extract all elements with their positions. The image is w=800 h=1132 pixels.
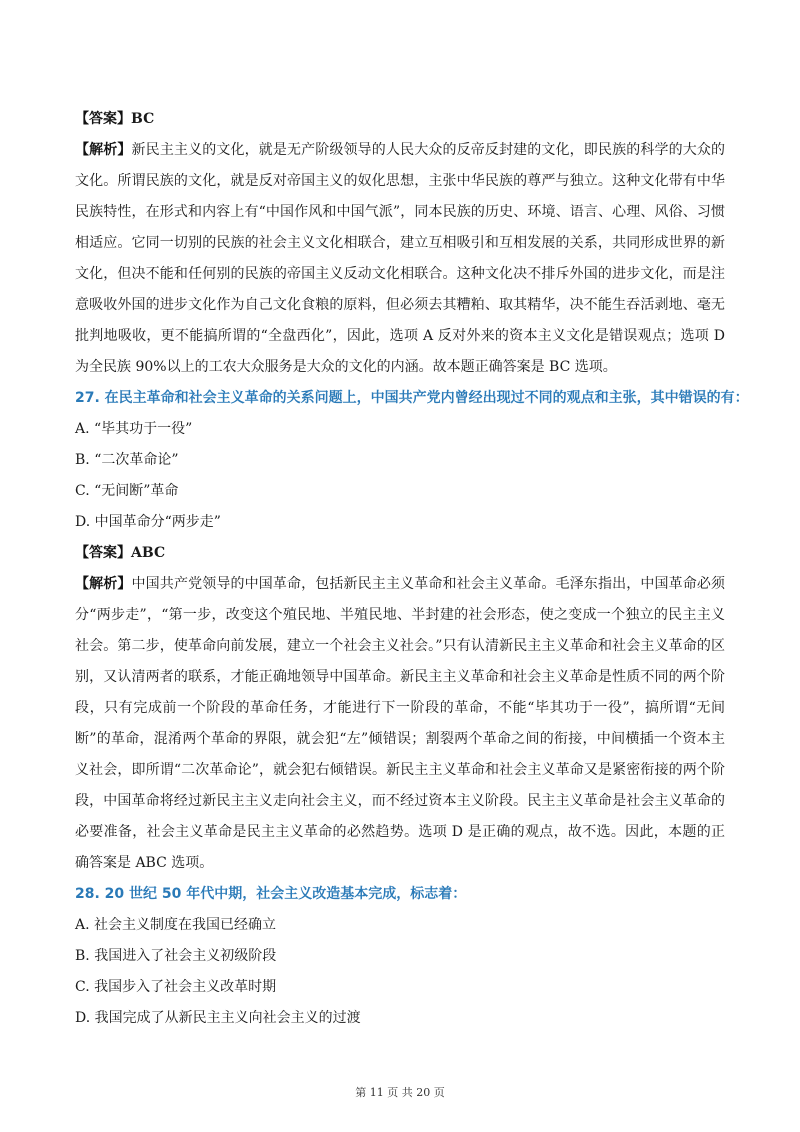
q27-analysis-tag: 【解析】 <box>75 576 132 592</box>
q28-option-d: D. 我国完成了从新民主主义向社会主义的过渡 <box>75 1010 361 1026</box>
q28-option-a: A. 社会主义制度在我国已经确立 <box>75 917 277 933</box>
question-27: 27. 在民主革命和社会主义革命的关系问题上，中国共产党内曾经出现过不同的观点和主张，其中错误的有： <box>75 390 749 406</box>
page-footer: 第 11 页 共 20 页 <box>355 1086 445 1099</box>
answer-line <box>75 104 725 135</box>
q27-answer-line <box>75 538 725 569</box>
q27-answer-value: ABC <box>131 545 166 561</box>
q27-analysis-paragraph <box>75 569 725 879</box>
analysis-tag: 【解析】 <box>75 142 132 158</box>
page-content <box>75 104 749 1034</box>
q27-option-c: C. “无间断”革命 <box>75 483 179 499</box>
analysis-text: 新民主主义的文化，就是无产阶级领导的人民大众的反帝反封建的文化，即民族的科学的大众的文化。所谓民族的文化，就是反对帝国主义的奴化思想，主张中华民族的尊严与独立。这种文化带有中华民族特性，在形式和内容上有“中国作风和中国气派”，同本民族的历史、环境、语言、心理、风俗、习惯相适应。它同一切别的民族的社会主义文化相联合，建立互相吸引和互相发展的关系，共同形成世界的新文化，但决不能和任何别的民族的帝国主义反动文化相联合。这种文化决不排斥外国的进步文化，而是注意吸收外国的进步文化作为自己文化食粮的原料，但必须去其糟粕、取其精华，决不能生吞活剥地、毫无批判地吸收，更不能搞所谓的“全盘西化”，因此，选项 A 反对外来的资本主义文化是错误观点；选项 D 为全民族 90%以上的工农大众服务是大众的文化的内涵。故本题正确答案是 BC 选项。 <box>75 142 726 375</box>
analysis-paragraph <box>75 135 725 383</box>
q27-analysis-text: 中国共产党领导的中国革命，包括新民主主义革命和社会主义革命。毛泽东指出，中国革命必须分“两步走”，“第一步，改变这个殖民地、半殖民地、半封建的社会形态，使之变成一个独立的民主主义社会。第二步，使革命向前发展，建立一个社会主义社会。”只有认清新民主主义革命和社会主义革命的区别，又认清两者的联系，才能正确地领导中国革命。新民主主义革命和社会主义革命是性质不同的两个阶段，只有完成前一个阶段的革命任务，才能进行下一阶段的革命，不能“毕其功于一役”，搞所谓“无间断”的革命，混淆两个革命的界限，就会犯“左”倾错误；割裂两个革命之间的衔接，中间横插一个资本主义社会，即所谓“二次革命论”，就会犯右倾错误。新民主主义革命和社会主义革命又是紧密衔接的两个阶段，中国革命将经过新民主主义走向社会主义，而不经过资本主义阶段。民主主义革命是社会主义革命的必要准备，社会主义革命是民主主义革命的必然趋势。选项 D 是正确的观点，故不选。因此，本题的正确答案是 ABC 选项。 <box>75 576 726 871</box>
answer-value: BC <box>131 111 155 127</box>
answer-tag: 【答案】 <box>75 111 131 127</box>
q27-option-a: A. “毕其功于一役” <box>75 421 193 437</box>
q27-answer-tag: 【答案】 <box>75 545 131 561</box>
q28-option-b: B. 我国进入了社会主义初级阶段 <box>75 948 277 964</box>
q27-option-b: B. “二次革命论” <box>75 452 179 468</box>
q28-option-c: C. 我国步入了社会主义改革时期 <box>75 979 277 995</box>
q27-option-d: D. 中国革命分“两步走” <box>75 514 221 530</box>
question-28: 28. 20 世纪 50 年代中期，社会主义改造基本完成，标志着： <box>75 886 467 902</box>
